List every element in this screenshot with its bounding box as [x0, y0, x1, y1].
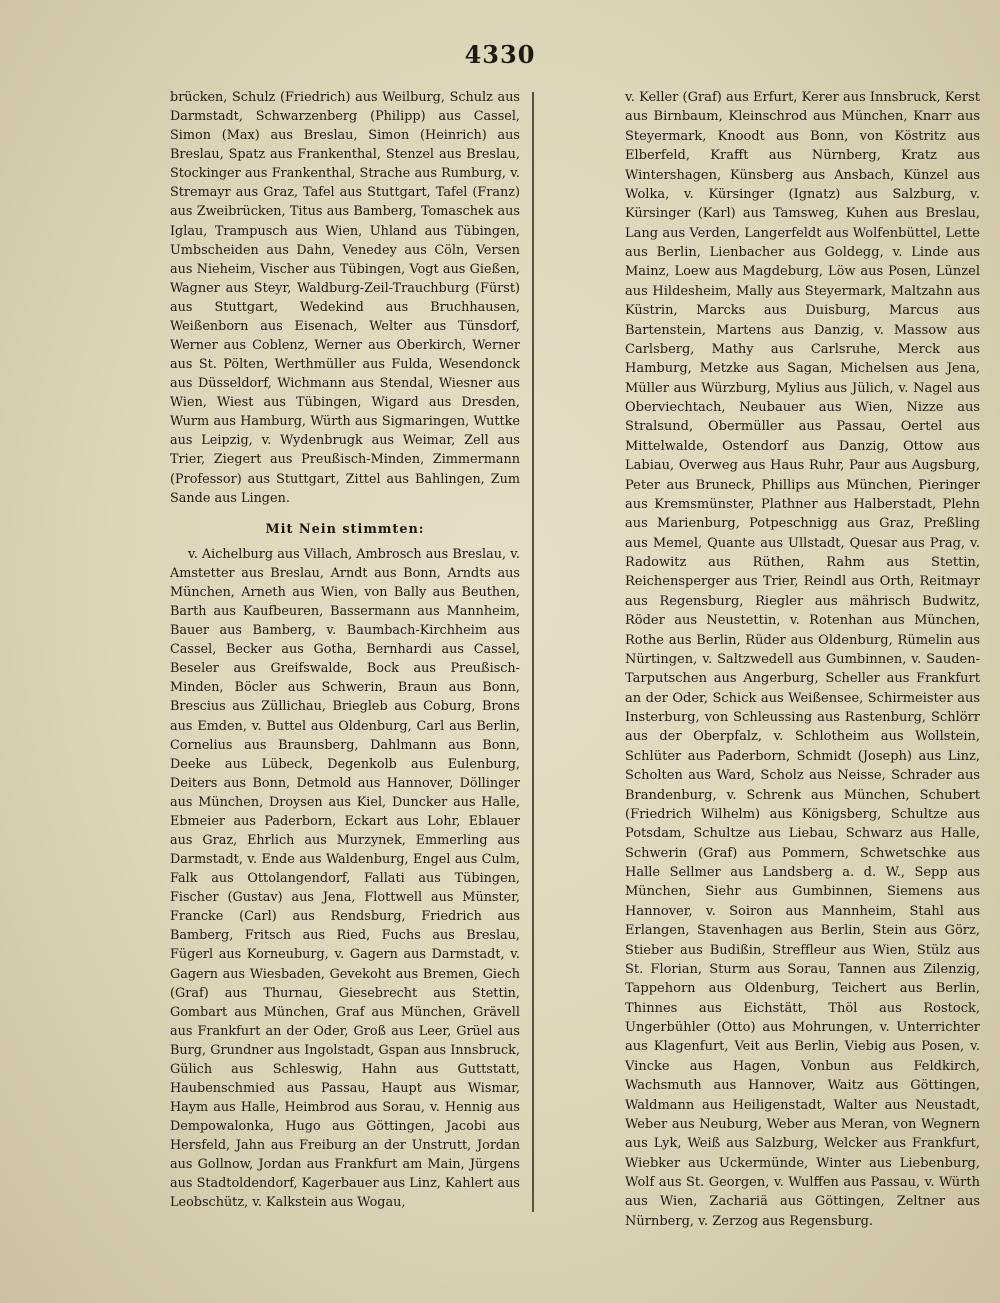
voter-list-no-continued: v. Keller (Graf) aus Erfurt, Kerer aus Innsbruck, Kerst aus Birnbaum, Kleinschrod aus München, Knarr aus Steyermark, Knoodt aus Bonn, von Köstritz aus Elberfeld, Krafft aus Nürnberg, Kratz aus Wintershagen, Künsberg aus Ansbach, Künzel aus Wolka, v. Kürsinger (Ignatz) aus Salzburg, v. Kürsinger (Karl) aus Tamsweg, Kuhen aus Breslau, Lang aus Verden, Langerfeldt aus Wolfenbüttel, Lette aus Berlin, Lienbacher aus Goldegg, v. Linde aus Mainz, Loew aus Magdeburg, Löw aus Posen, Lünzel aus Hildesheim, Mally aus Steyermark, Maltzahn aus Küstrin, Marcks aus Duisburg, Marcus aus Bartenstein, Martens aus Danzig, v. Massow aus Carlsberg, Mathy aus Carlsruhe, Merck aus Hamburg, Metzke aus Sagan, Michelsen aus Jena, Müller aus Würzburg, Mylius aus Jülich, v. Nagel aus Oberviechtach, Neubauer aus Wien, Nizze aus Stralsund, Obermüller aus Passau, Oertel aus Mittelwalde, Ostendorf aus Danzig, Ottow aus Labiau, Overweg aus Haus Ruhr, Paur aus Augsburg, Peter aus Bruneck, Phillips aus München, Pieringer aus Kremsmünster, Plathner aus Halberstadt, Plehn aus Marienburg, Potpeschnigg aus Graz, Preßling aus Memel, Quante aus Ullstadt, Quesar aus Prag, v. Radowitz aus Rüthen, Rahm aus Stettin, Reichensperger aus Trier, Reindl aus Orth, Reitmayr aus Regensburg, Riegler aus mährisch Budwitz, Röder aus Neustettin, v. Rotenhan aus München, Rothe aus Berlin, Rüder aus Oldenburg, Rümelin aus Nürtingen, v. Saltzwedell aus Gumbinnen, v. Sauden-Tarputschen aus Angerburg, Scheller aus Frankfurt an der Oder, Schick aus Weißensee, Schirmeister aus Insterburg, von Schleussing aus Rastenburg, Schlörr aus der Oberpfalz, v. Schlotheim aus Wollstein, Schlüter aus Paderborn, Schmidt (Joseph) aus Linz, Scholten aus Ward, Scholz aus Neisse, Schrader aus Brandenburg, v. Schrenk aus München, Schubert (Friedrich Wilhelm) aus Königsberg, Schultze aus Potsdam, Schultze aus Liebau, Schwarz aus Halle, Schwerin (Graf) aus Pommern, Schwetschke aus Halle Sellmer aus Landsberg a. d. W., Sepp aus München, Siehr aus Gumbinnen, Siemens aus Hannover, v. Soiron aus Mannheim, Stahl aus Erlangen, Stavenhagen aus Berlin, Stein aus Görz, Stieber aus Budißin, Streffleur aus Wien, Stülz aus St. Florian, Sturm aus Sorau, Tannen aus Zilenzig, Tappehorn aus Oldenburg, Teichert aus Berlin, Thinnes aus Eichstätt, Thöl aus Rostock, Ungerbühler (Otto) aus Mohrungen, v. Unterrichter aus Klagenfurt, Veit aus Berlin, Viebig aus Posen, v. Vincke aus Hagen, Vonbun aus Feldkirch, Wachsmuth aus Hannover, Waitz aus Göttingen, Waldmann aus Heiligenstadt, Walter aus Neustadt, Weber aus Neuburg, Weber aus Meran, von Wegnern aus Lyk, Weiß aus Salzburg, Welcker aus Frankfurt, Wiebker aus Uckermünde, Winter aus Liebenburg, Wolf aus St. Georgen, v. Wulffen aus Passau, v. Würth aus Wien, Zachariä aus Göttingen, Zeltner aus Nürnberg, v. Zerzog aus Regensburg.	[625, 90, 980, 1229]
section-heading-no-votes: Mit Nein stimmten:	[265, 521, 425, 537]
left-column	[170, 88, 520, 1213]
voter-list-continued: brücken, Schulz (Friedrich) aus Weilburg, Schulz aus Darmstadt, Schwarzenberg (Philipp) aus Cassel, Simon (Max) aus Breslau, Simon (Heinrich) aus Breslau, Spatz aus Frankenthal, Stenzel aus Breslau, Stockinger aus Frankenthal, Strache aus Rumburg, v. Stremayr aus Graz, Tafel aus Stuttgart, Tafel (Franz) aus Zweibrücken, Titus aus Bamberg, Tomaschek aus Iglau, Trampusch aus Wien, Uhland aus Tübingen, Umbscheiden aus Dahn, Venedey aus Cöln, Versen aus Nieheim, Vischer aus Tübingen, Vogt aus Gießen, Wagner aus Steyr, Waldburg-Zeil-Trauchburg (Fürst) aus Stuttgart, Wedekind aus Bruchhausen, Weißenborn aus Eisenach, Welter aus Tünsdorf, Werner aus Coblenz, Werner aus Oberkirch, Werner aus St. Pölten, Werthmüller aus Fulda, Wesendonck aus Düsseldorf, Wichmann aus Stendal, Wiesner aus Wien, Wiest aus Tübingen, Wigard aus Dresden, Wurm aus Hamburg, Würth aus Sigmaringen, Wuttke aus Leipzig, v. Wydenbrugk aus Weimar, Zell aus Trier, Ziegert aus Preußisch-Minden, Zimmermann (Professor) aus Stuttgart, Zittel aus Bahlingen, Zum Sande aus Lingen.	[170, 90, 520, 506]
page-number: 4330	[464, 40, 536, 69]
column-divider	[532, 92, 534, 1212]
right-column	[625, 88, 980, 1231]
voter-list-no: v. Aichelburg aus Villach, Ambrosch aus Breslau, v. Amstetter aus Breslau, Arndt aus Bonn, Arndts aus München, Arneth aus Wien, von Bally aus Beuthen, Barth aus Kaufbeuren, Bassermann aus Mannheim, Bauer aus Bamberg, v. Baumbach-Kirchheim aus Cassel, Becker aus Gotha, Bernhardi aus Cassel, Beseler aus Greifswalde, Bock aus Preußisch-Minden, Böcler aus Schwerin, Braun aus Bonn, Brescius aus Züllichau, Briegleb aus Coburg, Brons aus Emden, v. Buttel aus Oldenburg, Carl aus Berlin, Cornelius aus Braunsberg, Dahlmann aus Bonn, Deeke aus Lübeck, Degenkolb aus Eulenburg, Deiters aus Bonn, Detmold aus Hannover, Döllinger aus München, Droysen aus Kiel, Duncker aus Halle, Ebmeier aus Paderborn, Eckart aus Lohr, Eblauer aus Graz, Ehrlich aus Murzynek, Emmerling aus Darmstadt, v. Ende aus Waldenburg, Engel aus Culm, Falk aus Ottolangendorf, Fallati aus Tübingen, Fischer (Gustav) aus Jena, Flottwell aus Münster, Francke (Carl) aus Rendsburg, Friedrich aus Bamberg, Fritsch aus Ried, Fuchs aus Breslau, Fügerl aus Korneuburg, v. Gagern aus Darmstadt, v. Gagern aus Wiesbaden, Gevekoht aus Bremen, Giech (Graf) aus Thurnau, Giesebrecht aus Stettin, Gombart aus München, Graf aus München, Grävell aus Frankfurt an der Oder, Groß aus Leer, Grüel aus Burg, Grundner aus Ingolstadt, Gspan aus Innsbruck, Gülich aus Schleswig, Hahn aus Guttstatt, Haubenschmied aus Passau, Haupt aus Wismar, Haym aus Halle, Heimbrod aus Sorau, v. Hennig aus Dempowalonka, Hugo aus Göttingen, Jacobi aus Hersfeld, Jahn aus Freiburg an der Unstrutt, Jordan aus Gollnow, Jordan aus Frankfurt am Main, Jürgens aus Stadtoldendorf, Kagerbauer aus Linz, Kahlert aus Leobschütz, v. Kalkstein aus Wogau,	[170, 546, 520, 1211]
